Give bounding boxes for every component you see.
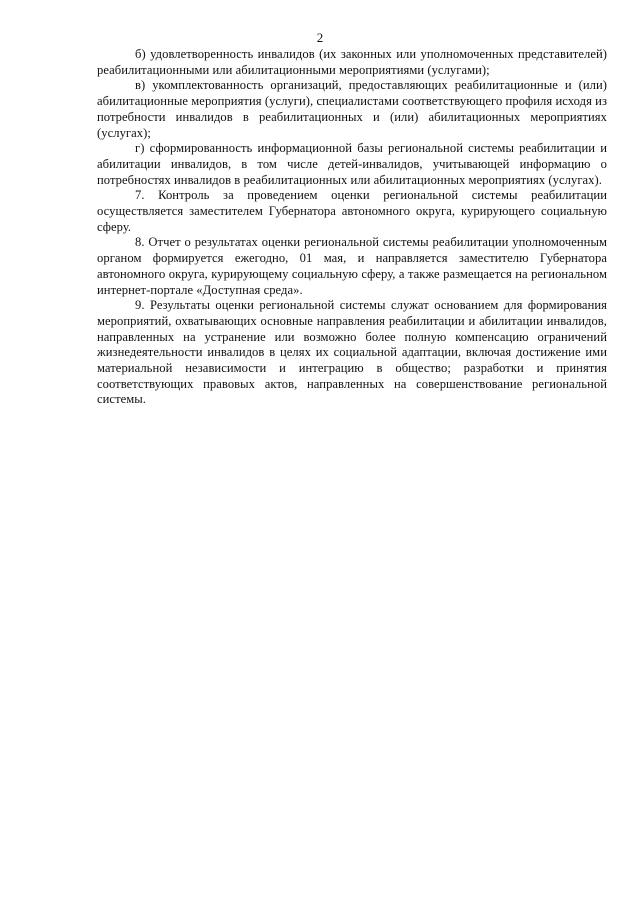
paragraph-9: 9. Результаты оценки региональной системы служат основанием для формирования мероприятий, охватывающих основные направления реабилитации и абилитации инвалидов, направленных на устранение или возможно более полную компенсацию ограничений жизнедеятельности инвалидов в целях их социальной адаптации, включая достижение ими материальной независимости и интеграцию в общество; разработки и принятия соответствующих правовых актов, направленных на совершенствование региональной системы. — [97, 298, 607, 407]
paragraph-item-g: г) сформированность информационной базы региональной системы реабилитации и абилитации инвалидов, в том числе детей-инвалидов, учитывающей информацию о потребностях инвалидов в реабилитационных или абилитационных мероприятиях (услугах). — [97, 141, 607, 187]
paragraph-item-v: в) укомплектованность организаций, предоставляющих реабилитационные и (или) абилитационные мероприятия (услуги), специалистами соответствующего профиля исходя из потребности инвалидов в реабилитационных и (или) абилитационных мероприятиях (услугах); — [97, 78, 607, 140]
paragraph-7: 7. Контроль за проведением оценки региональной системы реабилитации осуществляется заместителем Губернатора автономного округа, курирующего социальную сферу. — [97, 188, 607, 234]
paragraph-8: 8. Отчет о результатах оценки региональной системы реабилитации уполномоченным органом формируется ежегодно, 01 мая, и направляется заместителю Губернатора автономного округа, курирующему социальную сферу, а также размещается на региональном интернет-портале «Доступная среда». — [97, 235, 607, 297]
document-body — [97, 47, 607, 408]
paragraph-item-b: б) удовлетворенность инвалидов (их законных или уполномоченных представителей) реабилитационными или абилитационными мероприятиями (услугами); — [97, 47, 607, 77]
page-number: 2 — [316, 30, 324, 45]
